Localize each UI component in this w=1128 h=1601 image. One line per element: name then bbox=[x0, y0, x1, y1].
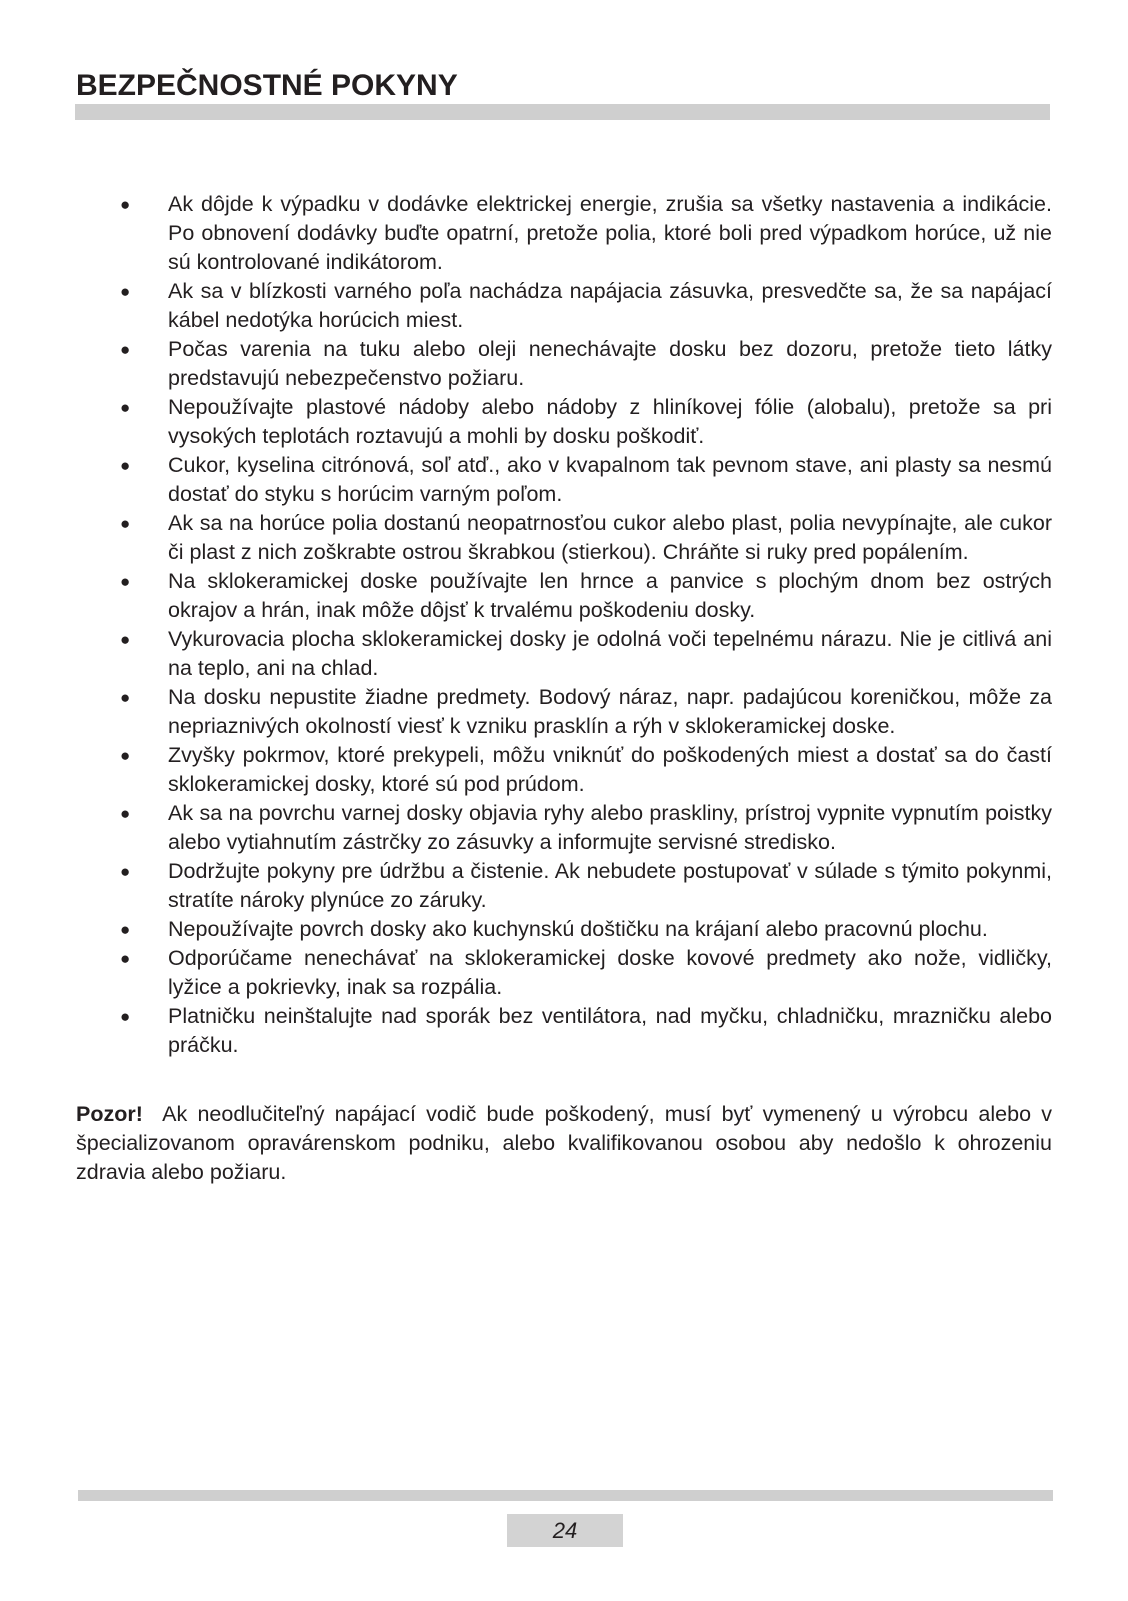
list-item bbox=[115, 625, 1052, 683]
page-number: 24 bbox=[507, 1514, 623, 1547]
list-item-text: Nepoužívajte plastové nádoby alebo nádoby z hliníkovej fólie (alobalu), pretože sa pri vysokých teplotách roztavujú a mohli by dosku poškodiť. bbox=[168, 395, 1052, 448]
list-item-text: Cukor, kyselina citrónová, soľ atď., ako v kvapalnom tak pevnom stave, ani plasty sa nesmú dostať do styku s horúcim varným poľom. bbox=[168, 453, 1052, 506]
bullet-icon: ● bbox=[120, 804, 131, 823]
footer-divider bbox=[78, 1490, 1053, 1501]
bullet-icon: ● bbox=[120, 340, 131, 359]
list-item bbox=[115, 1002, 1052, 1060]
bullet-icon: ● bbox=[120, 456, 131, 475]
list-item bbox=[115, 857, 1052, 915]
list-item bbox=[115, 509, 1052, 567]
bullet-icon: ● bbox=[120, 514, 131, 533]
list-item bbox=[115, 567, 1052, 625]
list-item-text: Na dosku nepustite žiadne predmety. Bodový náraz, napr. padajúcou koreničkou, môže za nepriaznivých okolností viesť k vzniku prasklín a rýh v sklokeramickej doske. bbox=[168, 685, 1052, 738]
list-item-text: Odporúčame nenechávať na sklokeramickej doske kovové predmety ako nože, vidličky, lyžice a pokrievky, inak sa rozpália. bbox=[168, 946, 1052, 999]
page-title: BEZPEČNOSTNÉ POKYNY bbox=[76, 69, 458, 102]
list-item-text: Dodržujte pokyny pre údržbu a čistenie. Ak nebudete postupovať v súlade s týmito pokynmi, stratíte nároky plynúce zo záruky. bbox=[168, 859, 1052, 912]
warning-note bbox=[76, 1100, 1052, 1187]
list-item bbox=[115, 944, 1052, 1002]
bullet-icon: ● bbox=[120, 688, 131, 707]
bullet-icon: ● bbox=[120, 949, 131, 968]
list-item-text: Počas varenia na tuku alebo oleji nenechávajte dosku bez dozoru, pretože tieto látky predstavujú nebezpečenstvo požiaru. bbox=[168, 337, 1052, 390]
list-item bbox=[115, 451, 1052, 509]
list-item-text: Nepoužívajte povrch dosky ako kuchynskú doštičku na krájaní alebo pracovnú plochu. bbox=[168, 917, 988, 941]
bullet-icon: ● bbox=[120, 572, 131, 591]
safety-instructions-list bbox=[115, 190, 1052, 1060]
list-item bbox=[115, 335, 1052, 393]
list-item bbox=[115, 683, 1052, 741]
bullet-icon: ● bbox=[120, 746, 131, 765]
list-item-text: Ak sa v blízkosti varného poľa nachádza napájacia zásuvka, presvedčte sa, že sa napájací kábel nedotýka horúcich miest. bbox=[168, 279, 1052, 332]
title-divider bbox=[75, 104, 1050, 120]
list-item bbox=[115, 190, 1052, 277]
list-item bbox=[115, 741, 1052, 799]
warning-text: Ak neodlučiteľný napájací vodič bude poškodený, musí byť vymenený u výrobcu alebo v špecializovanom opravárenskom podniku, alebo kvalifikovanou osobou aby nedošlo k ohrozeniu zdravia alebo požiaru. bbox=[76, 1102, 1053, 1184]
list-item bbox=[115, 799, 1052, 857]
bullet-icon: ● bbox=[120, 398, 131, 417]
bullet-icon: ● bbox=[120, 195, 131, 214]
bullet-icon: ● bbox=[120, 282, 131, 301]
list-item-text: Zvyšky pokrmov, ktoré prekypeli, môžu vniknúť do poškodených miest a dostať sa do častí sklokeramickej dosky, ktoré sú pod prúdom. bbox=[168, 743, 1052, 796]
bullet-icon: ● bbox=[120, 920, 131, 939]
list-item-text: Na sklokeramickej doske používajte len hrnce a panvice s plochým dnom bez ostrých okrajov a hrán, inak môže dôjsť k trvalému poškodeniu dosky. bbox=[168, 569, 1052, 622]
bullet-icon: ● bbox=[120, 1007, 131, 1026]
list-item-text: Ak dôjde k výpadku v dodávke elektrickej energie, zrušia sa všetky nastavenia a indikácie. Po obnovení dodávky buďte opatrní, pretože polia, ktoré boli pred výpadkom horúce, už nie sú kontrolované indikátorom. bbox=[168, 192, 1052, 274]
list-item bbox=[115, 393, 1052, 451]
list-item bbox=[115, 915, 1052, 944]
list-item-text: Platničku neinštalujte nad sporák bez ventilátora, nad myčku, chladničku, mrazničku alebo práčku. bbox=[168, 1004, 1052, 1057]
list-item-text: Ak sa na horúce polia dostanú neopatrnosťou cukor alebo plast, polia nevypínajte, ale cukor či plast z nich zoškrabte ostrou škrabkou (stierkou). Chráňte si ruky pred popálením. bbox=[168, 511, 1052, 564]
list-item-text: Ak sa na povrchu varnej dosky objavia ryhy alebo praskliny, prístroj vypnite vypnutím poistky alebo vytiahnutím zástrčky zo zásuvky a informujte servisné stredisko. bbox=[168, 801, 1052, 854]
list-item-text: Vykurovacia plocha sklokeramickej dosky je odolná voči tepelnému nárazu. Nie je citlivá ani na teplo, ani na chlad. bbox=[168, 627, 1052, 680]
list-item bbox=[115, 277, 1052, 335]
bullet-icon: ● bbox=[120, 862, 131, 881]
warning-label: Pozor! bbox=[76, 1102, 143, 1126]
bullet-icon: ● bbox=[120, 630, 131, 649]
